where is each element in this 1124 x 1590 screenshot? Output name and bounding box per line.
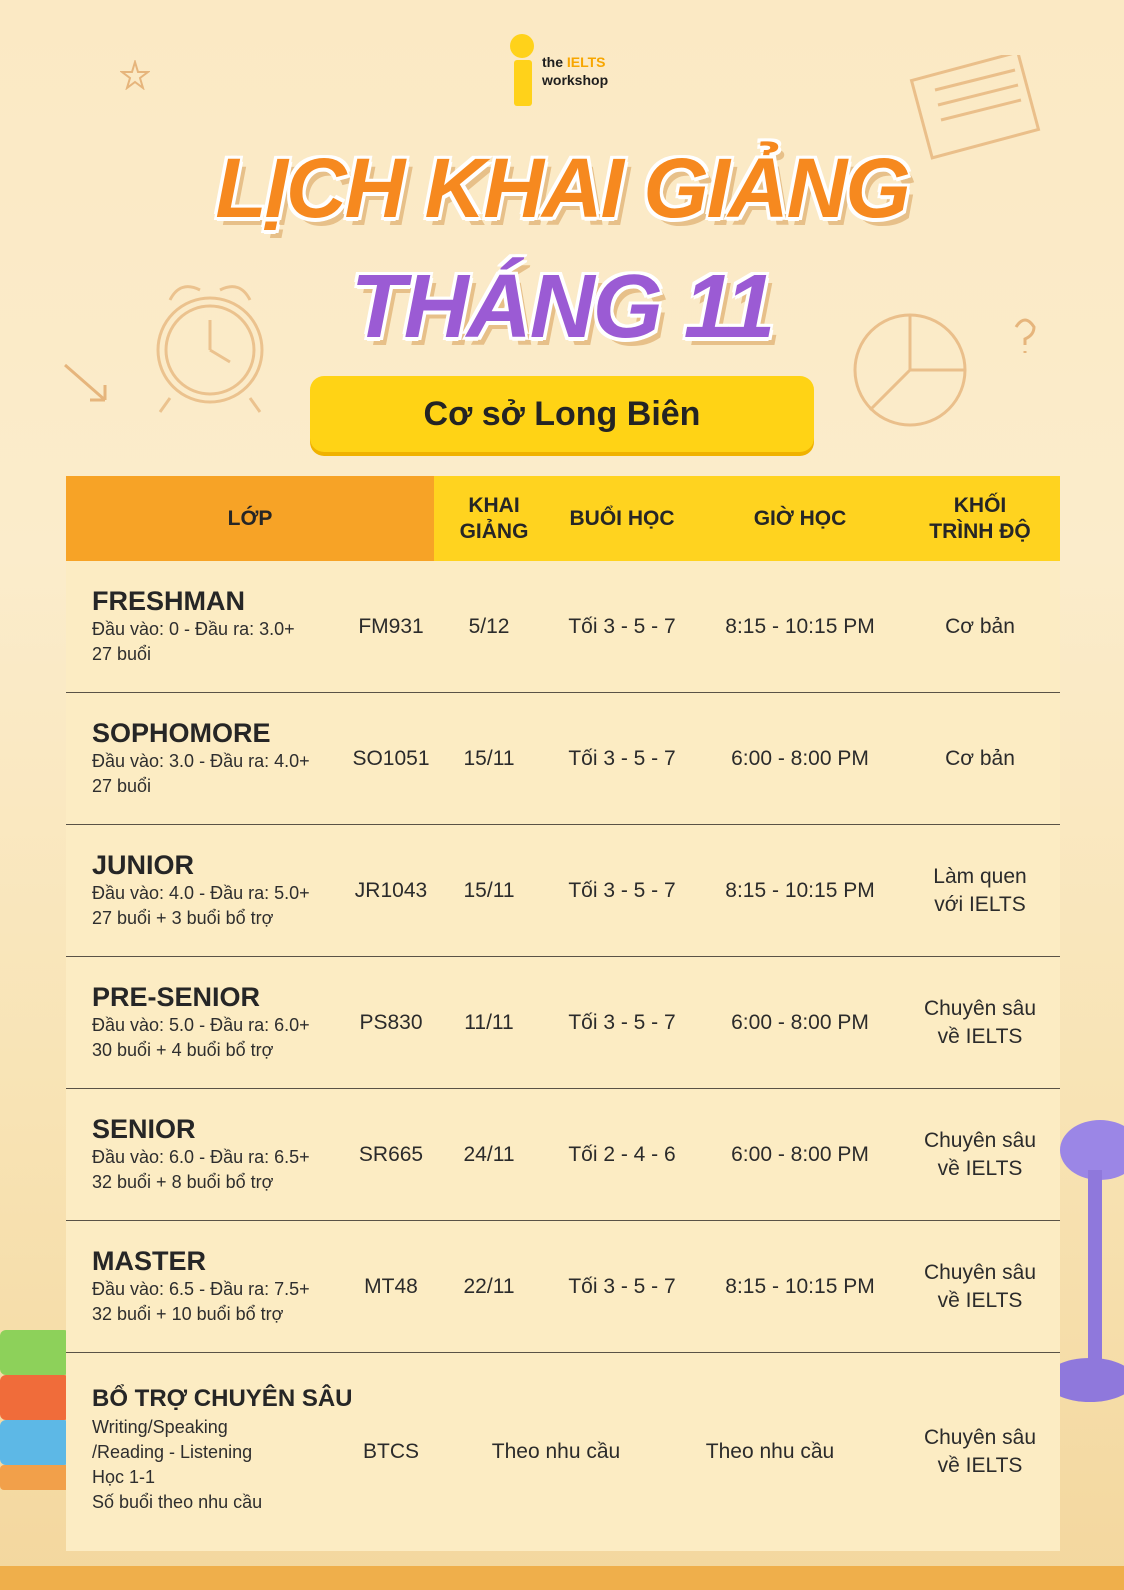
page-title-line2: THÁNG 11 xyxy=(350,257,774,357)
session-days: Tối 3 - 5 - 7 xyxy=(568,1274,676,1298)
header-level: KHỐI TRÌNH ĐỘ xyxy=(929,493,1031,543)
table-row xyxy=(66,957,1060,1089)
class-detail: Đầu vào: 6.0 - Đầu ra: 6.5+ xyxy=(92,1147,310,1167)
start-date: 24/11 xyxy=(463,1142,515,1166)
class-name: BỔ TRỢ CHUYÊN SÂU xyxy=(92,1385,353,1412)
session-days: Tối 3 - 5 - 7 xyxy=(568,878,676,902)
logo-line1: the IELTS xyxy=(542,54,606,70)
level: Làm quen với IELTS xyxy=(933,864,1027,916)
header-start: KHAI GIẢNG xyxy=(459,493,529,543)
class-time: 8:15 - 10:15 PM xyxy=(725,1274,875,1298)
class-detail: Writing/Speaking xyxy=(92,1417,228,1437)
start-date: 15/11 xyxy=(463,746,515,770)
class-detail: Đầu vào: 6.5 - Đầu ra: 7.5+ xyxy=(92,1279,310,1299)
start-date: 11/11 xyxy=(464,1010,514,1034)
table-row xyxy=(66,1221,1060,1353)
class-detail: Đầu vào: 4.0 - Đầu ra: 5.0+ xyxy=(92,883,310,903)
level: Chuyên sâu về IELTS xyxy=(923,1128,1037,1180)
page-title-line1: LỊCH KHAI GIẢNG xyxy=(215,141,909,235)
table-header xyxy=(66,476,1060,561)
class-name: FRESHMAN xyxy=(92,586,245,616)
class-detail: 27 buổi + 3 buổi bổ trợ xyxy=(92,908,274,928)
class-time: 6:00 - 8:00 PM xyxy=(731,746,869,770)
class-detail: Số buổi theo nhu cầu xyxy=(92,1492,263,1512)
class-detail: Đầu vào: 5.0 - Đầu ra: 6.0+ xyxy=(92,1015,310,1035)
books-illustration xyxy=(0,1320,70,1490)
class-detail: 32 buổi + 10 buổi bổ trợ xyxy=(92,1304,284,1324)
class-name: SENIOR xyxy=(92,1114,196,1144)
class-code: BTCS xyxy=(362,1440,419,1463)
class-time: 8:15 - 10:15 PM xyxy=(725,614,875,638)
class-info xyxy=(92,981,310,1063)
branch-badge: Cơ sở Long Biên xyxy=(310,376,814,452)
class-code: JR1043 xyxy=(354,878,428,902)
class-name: PRE-SENIOR xyxy=(92,982,261,1012)
class-detail: /Reading - Listening xyxy=(92,1442,253,1462)
table-row xyxy=(66,825,1060,957)
session-days: Tối 3 - 5 - 7 xyxy=(568,614,676,638)
class-time: Theo nhu cầu xyxy=(705,1440,835,1463)
table-row xyxy=(66,561,1060,693)
class-detail: 27 buổi xyxy=(92,776,152,796)
class-info xyxy=(92,585,295,667)
level: Chuyên sâu về IELTS xyxy=(923,1260,1037,1312)
arrow-doodle xyxy=(60,360,120,410)
start-date: 22/11 xyxy=(463,1274,515,1298)
level: Chuyên sâu về IELTS xyxy=(923,996,1037,1048)
class-info xyxy=(92,717,310,799)
class-code: SO1051 xyxy=(352,746,430,770)
class-info xyxy=(92,849,310,931)
logo-line2: workshop xyxy=(542,72,609,88)
start-date: 5/12 xyxy=(468,614,510,638)
brand-logo xyxy=(506,26,636,106)
start-date: 15/11 xyxy=(463,878,515,902)
class-info xyxy=(92,1245,310,1327)
session-days: Tối 3 - 5 - 7 xyxy=(568,746,676,770)
class-name: MASTER xyxy=(92,1246,206,1276)
class-time: 8:15 - 10:15 PM xyxy=(725,878,875,902)
schedule-table xyxy=(66,476,1060,1551)
level: Cơ bản xyxy=(945,614,1015,638)
class-time: 6:00 - 8:00 PM xyxy=(731,1010,869,1034)
class-time: 6:00 - 8:00 PM xyxy=(731,1142,869,1166)
class-detail: 32 buổi + 8 buổi bổ trợ xyxy=(92,1172,274,1192)
header-time: GIỜ HỌC xyxy=(753,506,847,530)
class-detail: Đầu vào: 0 - Đầu ra: 3.0+ xyxy=(92,619,295,639)
class-code: PS830 xyxy=(359,1010,423,1034)
logo-i-icon xyxy=(506,34,534,106)
header-class: LỚP xyxy=(227,506,273,530)
class-info xyxy=(92,1383,352,1515)
level: Chuyên sâu về IELTS xyxy=(923,1426,1037,1477)
table-row-special xyxy=(66,1353,1060,1551)
bottom-strip xyxy=(0,1566,1124,1590)
class-detail: 27 buổi xyxy=(92,644,152,664)
table-row xyxy=(66,693,1060,825)
session-days: Tối 2 - 4 - 6 xyxy=(568,1142,676,1166)
class-code: FM931 xyxy=(358,614,424,638)
level: Cơ bản xyxy=(945,746,1015,770)
start-sessions: Theo nhu cầu xyxy=(491,1440,621,1463)
class-detail: 30 buổi + 4 buổi bổ trợ xyxy=(92,1040,274,1060)
class-code: SR665 xyxy=(358,1142,424,1166)
class-code: MT48 xyxy=(364,1274,418,1298)
header-sessions: BUỔI HỌC xyxy=(569,506,675,530)
class-info xyxy=(92,1113,310,1195)
class-name: JUNIOR xyxy=(92,850,195,880)
table-body xyxy=(66,561,1060,1551)
session-days: Tối 3 - 5 - 7 xyxy=(568,1010,676,1034)
star-doodle xyxy=(120,60,150,90)
class-name: SOPHOMORE xyxy=(92,718,271,748)
class-detail: Học 1-1 xyxy=(92,1467,156,1487)
table-row xyxy=(66,1089,1060,1221)
class-detail: Đầu vào: 3.0 - Đầu ra: 4.0+ xyxy=(92,751,310,771)
